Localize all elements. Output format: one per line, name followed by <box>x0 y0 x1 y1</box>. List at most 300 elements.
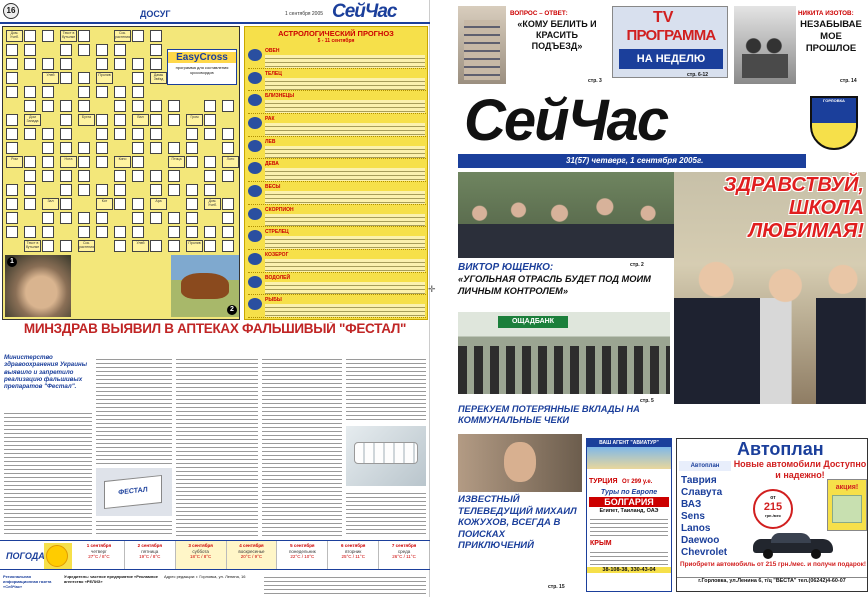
weather-temperature: 18°C / 8°C <box>189 554 212 559</box>
zodiac-entry <box>248 47 426 69</box>
festal-box <box>104 475 162 509</box>
autoplan-address: г.Горловка, ул.Ленина 6, т/ц "ВЕСТА" тел.(06242)4-60-07 <box>677 577 867 585</box>
weather-weekday: суббота <box>192 548 209 554</box>
weather-temperature: 26°C / 11°C <box>392 554 416 559</box>
crossword-clue: Дом Запада <box>24 114 41 126</box>
deposits-headline: ПЕРЕКУЕМ ПОТЕРЯННЫЕ ВКЛАДЫ НА КОММУНАЛЬНЫЕ ЧЕКИ <box>458 404 640 425</box>
zodiac-sign-icon <box>248 208 262 220</box>
crossword-cell <box>186 226 198 238</box>
weather-day <box>328 541 379 569</box>
zodiac-text <box>265 236 425 249</box>
weather-date: 1 сентября <box>86 543 112 548</box>
autoplan-slogan: Новые автомобили Доступно и надежно! <box>733 459 867 480</box>
autoplan-action-burst <box>827 479 867 531</box>
zodiac-sign-name: РЫБЫ <box>265 297 282 304</box>
crossword-cell <box>204 114 216 126</box>
autoplan-model: Daewoo <box>681 535 720 546</box>
crossword-cell <box>6 142 18 154</box>
left-footer <box>0 572 430 597</box>
kozhukhov-page: стр. 15 <box>548 584 565 590</box>
zodiac-sign-icon <box>248 253 262 265</box>
crossword-cell <box>42 170 54 182</box>
crossword <box>2 26 240 320</box>
map-thumb <box>832 495 862 523</box>
crossword-clue: Птица <box>168 156 185 168</box>
weather-day <box>74 541 125 569</box>
autoplan-model: Таврия <box>681 475 717 486</box>
teaser-izotov-title: НЕЗАБЫВАЕМОЕ ПРОШЛОЕ <box>800 19 862 54</box>
autoplan-model: Sens <box>681 511 705 522</box>
crossword-cell <box>24 44 36 56</box>
crossword-cell <box>60 128 72 140</box>
festal-body-col7 <box>346 490 426 536</box>
zodiac-text <box>265 304 425 317</box>
weather-strip <box>0 540 430 570</box>
tv-program-page: стр. 6-12 <box>687 72 709 78</box>
crossword-cell <box>24 100 36 112</box>
crossword-cell <box>132 72 144 84</box>
crossword-cell <box>132 198 144 210</box>
crossword-cell <box>6 226 18 238</box>
crossword-cell <box>222 170 234 182</box>
city-name: ГОРЛОВКА <box>823 98 845 103</box>
zodiac-text <box>265 146 425 159</box>
footer-imprint-text <box>264 574 426 594</box>
autoplan-model: Chevrolet <box>681 547 728 558</box>
zodiac-text <box>265 191 425 204</box>
crossword-cell <box>60 142 72 154</box>
festal-body-col2 <box>96 356 172 464</box>
weather-date: 7 сентября <box>391 543 417 548</box>
zodiac-sign-icon <box>248 140 262 152</box>
crossword-cell <box>96 86 108 98</box>
crossword-clue: Лото <box>222 156 239 168</box>
zodiac-sign-name: КОЗЕРОГ <box>265 252 289 258</box>
crossword-cell <box>114 128 126 140</box>
crossword-cell <box>78 30 90 42</box>
crossword-cell <box>204 170 216 182</box>
pig-badge: 1 <box>7 257 17 267</box>
easycross-sub: программа для составления кроссвордов <box>175 65 229 75</box>
crossword-cell <box>60 58 72 70</box>
autoplan-logo: Автоплан <box>679 461 731 471</box>
weather-day <box>379 541 430 569</box>
footer-publisher: Региональная информационная газета «СейЧас» <box>3 574 52 589</box>
cow-shape <box>181 273 229 299</box>
travel-bulgaria: БОЛГАРИЯ <box>589 497 669 507</box>
crossword-cell <box>222 226 234 238</box>
zodiac-sign-name: ВОДОЛЕЙ <box>265 274 291 281</box>
crossword-cell <box>6 58 18 70</box>
crossword-cell <box>42 128 54 140</box>
teaser-podezd <box>458 6 606 86</box>
crossword-cell <box>186 156 198 168</box>
weather-day <box>227 541 278 569</box>
teaser-podezd-page: стр. 3 <box>588 78 602 84</box>
crossword-cell <box>186 184 198 196</box>
crossword-cell <box>24 86 36 98</box>
crossword-cell <box>204 100 216 112</box>
autoplan-ad <box>676 438 868 592</box>
crossword-cell <box>60 240 72 252</box>
building-shape <box>464 20 500 80</box>
crossword-cell <box>168 226 180 238</box>
crossword-cell <box>24 58 36 70</box>
travel-ad <box>586 438 672 592</box>
crossword-cell <box>132 128 144 140</box>
crossword-cell <box>150 240 162 252</box>
zodiac-list <box>248 47 426 319</box>
crossword-cell <box>168 142 180 154</box>
crossword-clue: Гром <box>186 114 203 126</box>
zodiac-sign-name: ТЕЛЕЦ <box>265 70 282 77</box>
teaser-izotov <box>734 6 866 86</box>
crossword-cell <box>42 100 54 112</box>
crossword-cell <box>150 30 162 42</box>
autoplan-brand: Автоплан <box>737 439 824 459</box>
travel-phone: 38-108-38, 330-43-04 <box>587 567 671 573</box>
crossword-clue: Дом. Учеб. <box>204 198 221 210</box>
left-page-header <box>0 0 430 24</box>
weather-temperature: 22°C / 10°C <box>290 554 315 559</box>
crossword-cell <box>78 156 90 168</box>
zodiac-entry <box>248 296 426 318</box>
crossword-cell <box>114 114 126 126</box>
weather-date: 6 сентября <box>341 543 366 548</box>
crossword-cell <box>78 44 90 56</box>
crossword-cell <box>204 128 216 140</box>
crossword-cell <box>96 142 108 154</box>
zodiac-text <box>265 78 425 91</box>
yushchenko-quote: «УГОЛЬНАЯ ОТРАСЛЬ БУДЕТ ПОД МОИМ ЛИЧНЫМ КОНТРОЛЕМ» <box>458 274 651 296</box>
crossword-cell <box>150 128 162 140</box>
crossword-cell <box>222 128 234 140</box>
crowd-shapes <box>458 194 674 258</box>
zodiac-text <box>265 123 425 136</box>
autoplan-price-unit: грн./мес <box>764 513 782 518</box>
crossword-cell <box>168 100 180 112</box>
zodiac-sign-icon <box>248 276 262 288</box>
autoplan-offer: Приобрети автомобиль от 215 грн./мес. и получи подарок! <box>680 561 866 568</box>
festal-article <box>0 322 430 538</box>
festal-body-col3 <box>176 356 258 536</box>
autoplan-header <box>677 439 867 459</box>
crossword-cell <box>42 30 54 42</box>
crossword-cell <box>78 72 90 84</box>
weather-day <box>125 541 176 569</box>
travel-europe: Туры по Европе <box>600 489 658 496</box>
footer-address: Адрес редакции: г. Горловка, ул. Ленина, 16 <box>164 574 246 579</box>
crossword-cell <box>42 212 54 224</box>
autoplan-price-badge <box>753 489 793 529</box>
crossword-cell <box>24 128 36 140</box>
crossword-cell <box>222 142 234 154</box>
crossword-cell <box>222 240 234 252</box>
bank-sign: ОЩАДБАНК <box>498 316 568 328</box>
crossword-cell <box>78 184 90 196</box>
crossword-cell <box>78 226 90 238</box>
cow-photo <box>171 255 239 317</box>
crossword-cell <box>150 44 162 56</box>
crossword-cell <box>6 212 18 224</box>
crossword-cell <box>132 30 144 42</box>
main-photo-block <box>458 172 866 404</box>
car-photo <box>753 531 833 557</box>
crossword-cell <box>96 156 108 168</box>
crossword-cell <box>6 198 18 210</box>
travel-price-from: От 299 у.е. <box>621 479 653 485</box>
travel-text <box>590 516 668 538</box>
zodiac-entry <box>248 138 426 160</box>
crossword-cell <box>60 170 72 182</box>
crossword-cell <box>96 44 108 56</box>
festal-body-col1 <box>4 410 92 536</box>
autoplan-models <box>681 475 751 559</box>
crossword-cell <box>222 100 234 112</box>
weather-date: 5 сентября <box>290 543 315 548</box>
crossword-clue: Кино <box>114 156 131 168</box>
tv-word: TV <box>653 9 674 26</box>
crossword-cell <box>6 114 18 126</box>
festal-lead: Министерство здравоохранения Украины выявило и запретило реализацию фальшивых препаратов "Фестал". <box>4 354 88 391</box>
miners-silhouette <box>742 32 788 78</box>
teaser-izotov-page: стр. 14 <box>840 78 857 84</box>
deposits-page: стр. 5 <box>640 398 654 404</box>
crossword-cell <box>186 198 198 210</box>
crossword-cell <box>186 128 198 140</box>
crossword-cell <box>42 86 54 98</box>
weather-date: 3 сентября <box>188 543 213 548</box>
kozhukhov-face <box>504 442 536 482</box>
crossword-clue: Кот <box>96 198 113 210</box>
section-title: ДОСУГ <box>140 9 171 19</box>
crossword-cell <box>150 184 162 196</box>
crossword-cell <box>78 86 90 98</box>
crossword-cell <box>204 184 216 196</box>
crossword-cell <box>42 240 54 252</box>
crossword-cell <box>6 86 18 98</box>
crossword-clue: Дом. Учеб. <box>6 30 23 42</box>
zodiac-text <box>265 100 425 113</box>
crossword-cell <box>78 142 90 154</box>
crossword-cell <box>78 212 90 224</box>
crossword-cell <box>150 100 162 112</box>
travel-photo <box>587 447 671 469</box>
crossword-cell <box>96 58 108 70</box>
teaser-izotov-photo <box>734 6 796 84</box>
fold-crosshair-icon: ✛ <box>428 284 436 294</box>
zodiac-sign-icon <box>248 49 262 61</box>
city-crest-icon <box>810 96 858 150</box>
astrology-title: АСТРОЛОГИЧЕСКИЙ ПРОГНОЗ <box>278 29 394 38</box>
crossword-clue: Ара <box>150 198 167 210</box>
zodiac-sign-name: ВЕСЫ <box>265 184 281 190</box>
crossword-cell <box>168 240 180 252</box>
crossword-cell <box>204 240 216 252</box>
autoplan-action: акция! <box>835 484 859 491</box>
weather-weekday: вторник <box>345 548 362 554</box>
crossword-cell <box>24 156 36 168</box>
crossword-cell <box>150 170 162 182</box>
crossword-cell <box>168 114 180 126</box>
crossword-cell <box>132 226 144 238</box>
tv-program-word: ПРОГРАММА <box>626 27 716 44</box>
crossword-cell <box>150 142 162 154</box>
crossword-cell <box>42 142 54 154</box>
crossword-cell <box>24 184 36 196</box>
astrology-column <box>244 26 428 320</box>
zodiac-entry <box>248 251 426 273</box>
zodiac-sign-name: БЛИЗНЕЦЫ <box>265 93 295 100</box>
children-shapes <box>674 252 866 404</box>
crossword-cell <box>114 198 126 210</box>
crossword-cell <box>96 128 108 140</box>
yushchenko-name: ВИКТОР ЮЩЕНКО: <box>458 262 554 273</box>
travel-countries: Египет, Таиланд, ОАЭ <box>599 508 659 514</box>
weather-label: ПОГОДА <box>6 551 45 561</box>
bank-photo <box>458 312 670 394</box>
crossword-cell <box>78 100 90 112</box>
car-roof <box>771 533 811 543</box>
crossword-clue: Вал <box>132 114 149 126</box>
kozhukhov-headline: ИЗВЕСТНЫЙ ТЕЛЕВЕДУЩИЙ МИХАИЛ КОЖУХОВ, ВСЕГДА В ПОИСКАХ ПРИКЛЮЧЕНИЙ <box>458 494 577 551</box>
crossword-cell <box>96 212 108 224</box>
crossword-cell <box>114 86 126 98</box>
crossword-cell <box>96 184 108 196</box>
zodiac-sign-icon <box>248 298 262 310</box>
zodiac-text <box>265 214 425 227</box>
zodiac-sign-name: СКОРПИОН <box>265 206 294 213</box>
teaser-podezd-title: «КОМУ БЕЛИТЬ И КРАСИТЬ ПОДЪЕЗД» <box>517 19 597 51</box>
astrology-dates: 5 - 11 сентября <box>317 38 355 44</box>
issue-info: 31(57) четверг, 1 сентября 2005г. <box>566 156 704 165</box>
festal-package-photo <box>96 468 172 516</box>
teaser-izotov-kicker: НИКИТА ИЗОТОВ: <box>798 10 854 17</box>
festal-tablets-photo <box>346 426 426 486</box>
autoplan-model: ВАЗ <box>681 499 702 510</box>
car-wheel-front <box>763 549 773 559</box>
tv-week-word: НА НЕДЕЛЮ <box>619 49 723 69</box>
crossword-clue: Рим <box>6 156 23 168</box>
car-wheel-rear <box>811 549 821 559</box>
crossword-cell <box>114 184 126 196</box>
weather-temperature: 20°C / 9°C <box>240 554 263 559</box>
crossword-cell <box>60 100 72 112</box>
sun-icon <box>46 545 68 567</box>
cow-badge: 2 <box>227 305 237 315</box>
festal-body-col4 <box>262 356 342 536</box>
weather-date: 2 сентября <box>137 543 162 548</box>
crossword-cell <box>222 212 234 224</box>
crossword-cell <box>60 44 72 56</box>
yushchenko-page: стр. 2 <box>630 262 644 268</box>
masthead <box>458 90 866 170</box>
autoplan-price: 215 <box>763 501 783 513</box>
crossword-cell <box>60 72 72 84</box>
zodiac-sign-icon <box>248 94 262 106</box>
crossword-cell <box>114 240 126 252</box>
easycross-ad <box>167 49 237 85</box>
zodiac-entry <box>248 160 426 182</box>
travel-turkey: ТУРЦИЯ <box>589 478 618 485</box>
yushchenko-photo <box>458 172 674 258</box>
zodiac-text <box>265 55 425 68</box>
weather-weekday: воскресенье <box>238 548 265 554</box>
teaser-podezd-photo <box>458 6 506 84</box>
weather-temperature: 19°C / 8°C <box>139 554 161 559</box>
travel-agency: ВАШ АГЕНТ "АВИАТУР" <box>587 439 671 447</box>
crossword-cell <box>114 170 126 182</box>
autoplan-price-from: от <box>770 495 776 501</box>
zodiac-entry <box>248 70 426 92</box>
crossword-cell <box>78 170 90 182</box>
crossword-cell <box>96 226 108 238</box>
crossword-cell <box>186 212 198 224</box>
pig-photo <box>5 255 71 317</box>
teaser-podezd-kicker: ВОПРОС – ОТВЕТ: <box>510 10 568 17</box>
weather-weekday: пятница <box>141 548 159 554</box>
crossword-cell <box>204 156 216 168</box>
zodiac-sign-name: РАК <box>265 116 275 122</box>
crossword-cell <box>42 156 54 168</box>
crossword-cell <box>132 212 144 224</box>
weather-logo <box>2 543 72 569</box>
easycross-title: EasyCross <box>168 52 236 63</box>
crossword-cell <box>132 86 144 98</box>
crossword-clue: Улей <box>42 72 59 84</box>
crossword-clue: Пролив <box>96 72 113 84</box>
crossword-cell <box>204 226 216 238</box>
zodiac-sign-icon <box>248 162 262 174</box>
right-page <box>436 0 868 597</box>
crossword-cell <box>150 58 162 70</box>
school-headline: ЗДРАВСТВУЙ, ШКОЛА ЛЮБИМАЯ! <box>723 174 864 242</box>
crossword-clue: Зал <box>42 198 59 210</box>
zodiac-entry <box>248 206 426 228</box>
queue-shapes <box>458 346 670 394</box>
zodiac-sign-icon <box>248 185 262 197</box>
weather-days <box>74 541 430 569</box>
travel-text-2 <box>590 549 668 565</box>
teaser-tv-program <box>612 6 728 78</box>
zodiac-sign-icon <box>248 72 262 84</box>
crossword-cell <box>6 128 18 140</box>
crossword-cell <box>132 142 144 154</box>
crossword-cell <box>60 198 72 210</box>
tablet-strip <box>354 442 418 464</box>
crossword-cell <box>6 44 18 56</box>
crossword-cell <box>6 184 18 196</box>
crossword-clue: Бухта <box>78 114 95 126</box>
crossword-cell <box>6 72 18 84</box>
zodiac-entry <box>248 274 426 296</box>
zodiac-sign-name: СТРЕЛЕЦ <box>265 229 289 236</box>
weather-day <box>176 541 227 569</box>
zodiac-entry <box>248 228 426 250</box>
crossword-cell <box>42 226 54 238</box>
crossword-cell <box>96 114 108 126</box>
weather-temperature: 25°C / 11°C <box>341 554 365 559</box>
zodiac-text <box>265 168 425 181</box>
crossword-clue: Сок. растения <box>78 240 95 252</box>
weather-weekday: среда <box>397 548 411 554</box>
crossword-cell <box>132 100 144 112</box>
masthead-logo: СейЧас <box>464 88 668 153</box>
crossword-cell <box>132 170 144 182</box>
travel-crimea: КРЫМ <box>590 540 612 547</box>
issue-bar <box>458 154 806 168</box>
festal-box-label: ФЕСТАЛ <box>118 486 148 497</box>
